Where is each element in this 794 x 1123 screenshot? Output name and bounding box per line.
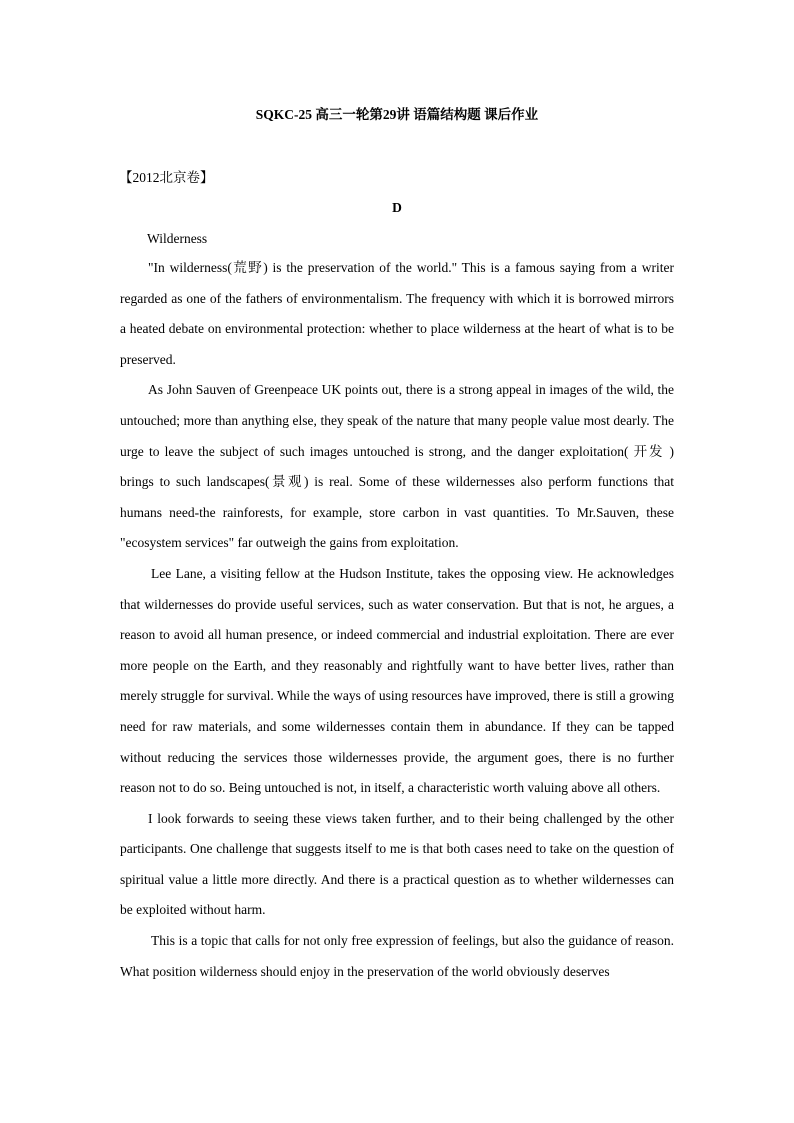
paragraph-4: I look forwards to seeing these views taken further, and to their being challenged by the other participants. One challenge that suggests itself to me is that both cases need to take on the question of spiritual value a little more directly. And there is a practical question as to whether wildernesses can be exploited without harm. [120, 810, 674, 918]
paragraph-3: Lee Lane, a visiting fellow at the Hudson Institute, takes the opposing view. He acknowledges that wildernesses do provide useful services, such as water conservation. But that is not, he argues, a reason to avoid all human presence, or indeed commercial and industrial exploitation. There are ever more people on the Earth, and they reasonably and rightfully want to have better lives, rather than merely struggle for survival. While the ways of using resources have improved, there is still a growing need for raw materials, and some wildernesses contain them in abundance. If they can be tapped without reducing the services those wildernesses provide, the argument goes, there is no further reason not to do so. Being untouched is not, in itself, a characteristic worth valuing above all others. [120, 565, 674, 796]
passage-body [120, 253, 674, 1123]
paragraph-5: This is a topic that calls for not only free expression of feelings, but also the guidance of reason. What position wilderness should enjoy in the preservation of the world obviously deserves [120, 933, 674, 979]
page-title: SQKC-25 高三一轮第29讲 语篇结构题 课后作业 [255, 107, 539, 122]
passage-title: Wilderness [147, 231, 208, 246]
paragraph-2: As John Sauven of Greenpeace UK points out, there is a strong appeal in images of the wild, the untouched; more than anything else, they speak of the nature that many people value most dearly. The urge to leave the subject of such images untouched is strong, and the danger exploitation( 开发 ) brings to such landscapes(景观) is real. Some of these wildernesses also perform functions that humans need-the rainforests, for example, store carbon in vast quantities. To Mr.Sauven, these "ecosystem services" far outweigh the gains from exploitation. [120, 382, 674, 551]
paragraph-1: "In wilderness(荒野) is the preservation of the world." This is a famous saying from a writer regarded as one of the fathers of environmentalism. The frequency with which it is borrowed mirrors a heated debate on environmental protection: whether to place wilderness at the heart of what is to be preserved. [120, 260, 674, 367]
passage-label: D [392, 200, 402, 215]
exam-source-label: 【2012北京卷】 [119, 170, 214, 185]
